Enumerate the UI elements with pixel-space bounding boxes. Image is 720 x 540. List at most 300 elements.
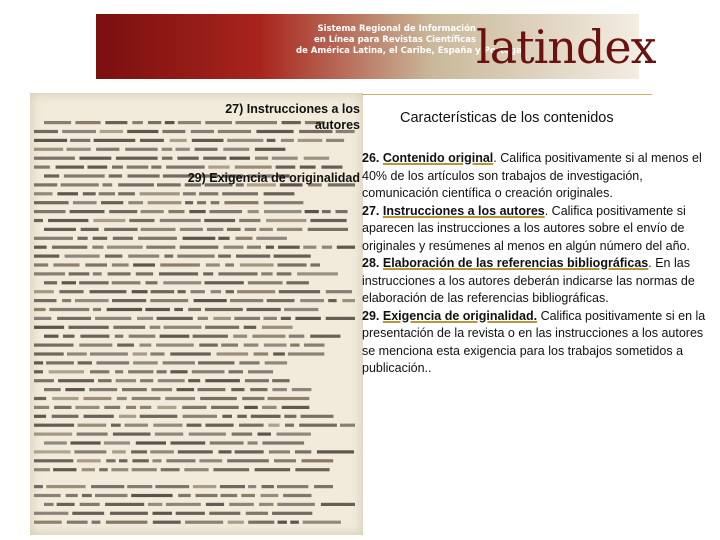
scan-text-fragment — [251, 415, 281, 418]
scan-text-fragment — [95, 317, 131, 320]
scan-text-fragment — [67, 352, 87, 355]
scan-text-fragment — [283, 494, 311, 497]
scan-text-fragment — [217, 352, 249, 355]
scan-text-fragment — [133, 263, 155, 266]
scan-text-fragment — [100, 130, 123, 133]
scan-text-fragment — [79, 281, 108, 284]
scan-text-fragment — [218, 237, 229, 240]
scan-text-fragment — [227, 139, 263, 142]
scan-text-fragment — [205, 424, 233, 427]
heading-divider — [362, 94, 652, 95]
scan-text-fragment — [34, 157, 75, 160]
scan-text-fragment — [310, 219, 346, 222]
scan-text-fragment — [245, 379, 269, 382]
scan-text-fragment — [264, 317, 277, 320]
scan-text-fragment — [94, 139, 136, 142]
scan-text-fragment — [276, 166, 296, 169]
scan-text-fragment — [227, 228, 241, 231]
scan-text-fragment — [34, 166, 50, 169]
scan-text-fragment — [164, 326, 202, 329]
scan-text-fragment — [136, 272, 153, 275]
scan-text-fragment — [310, 335, 340, 338]
scan-text-fragment — [223, 148, 249, 151]
scan-text-fragment — [125, 148, 157, 151]
scan-text-fragment — [78, 424, 107, 427]
scan-text-fragment — [229, 370, 244, 373]
scan-text-fragment — [234, 317, 260, 320]
scan-text-fragment — [282, 406, 310, 409]
scan-text-fragment — [133, 352, 147, 355]
scan-text-fragment — [145, 308, 170, 311]
scan-text-fragment — [250, 388, 267, 391]
scan-text-fragment — [229, 503, 254, 506]
banner-line-3: de América Latina, el Caribe, España y Portugal — [296, 46, 525, 56]
scan-text-fragment — [71, 441, 101, 444]
scan-text-fragment — [146, 246, 175, 249]
scan-text-fragment — [242, 397, 264, 400]
scan-text-fragment — [162, 130, 185, 133]
scan-text-fragment — [112, 166, 123, 169]
scan-text-fragment — [180, 246, 219, 249]
scan-text-fragment — [188, 308, 201, 311]
scan-text-fragment — [34, 397, 46, 400]
scan-text-fragment — [247, 246, 261, 249]
scan-text-fragment — [196, 494, 218, 497]
scan-text-fragment — [111, 468, 128, 471]
scan-text-fragment — [268, 424, 279, 427]
scan-text-fragment — [34, 246, 47, 249]
scan-text-fragment — [236, 255, 270, 258]
criterion-number: 26. — [362, 151, 380, 165]
scan-text-fragment — [230, 299, 263, 302]
scan-text-fragment — [77, 459, 101, 462]
scan-text-fragment — [77, 237, 87, 240]
scan-text-fragment — [193, 485, 216, 488]
scan-text-fragment — [72, 512, 104, 515]
scan-text-fragment — [140, 406, 151, 409]
scan-text-fragment — [177, 255, 214, 258]
scan-text-fragment — [112, 450, 126, 453]
scan-text-fragment — [273, 352, 285, 355]
scan-text-fragment — [34, 415, 46, 418]
scan-text-fragment — [168, 210, 184, 213]
scan-text-fragment — [53, 468, 76, 471]
criterion-number: 27. — [362, 203, 380, 218]
scan-text-fragment — [46, 361, 74, 364]
scan-text-fragment — [151, 290, 175, 293]
scan-text-fragment — [182, 406, 206, 409]
scan-text-fragment — [189, 210, 205, 213]
scan-text-fragment — [67, 148, 91, 151]
scan-text-fragment — [298, 139, 323, 142]
scan-text-fragment — [157, 406, 176, 409]
scan-text-fragment — [140, 344, 152, 347]
scan-text-fragment — [278, 263, 307, 266]
scan-text-fragment — [96, 148, 119, 151]
scan-text-fragment — [101, 201, 123, 204]
scan-text-fragment — [89, 388, 117, 391]
scan-text-fragment — [252, 335, 285, 338]
scan-text-fragment — [203, 157, 226, 160]
scan-text-fragment — [67, 521, 88, 524]
scan-text-fragment — [264, 210, 302, 213]
scan-text-fragment — [178, 450, 213, 453]
scan-text-fragment — [155, 433, 183, 436]
scanned-text-lines — [30, 93, 363, 535]
banner-line-1: Sistema Regional de Información — [317, 24, 476, 34]
scan-text-fragment — [131, 450, 147, 453]
scan-text-fragment — [314, 485, 333, 488]
scan-text-fragment — [176, 512, 205, 515]
scan-text-fragment — [268, 397, 310, 400]
scan-text-fragment — [160, 263, 200, 266]
scan-text-fragment — [113, 326, 145, 329]
criteria-list — [362, 150, 712, 378]
scan-text-fragment — [111, 424, 121, 427]
scan-text-fragment — [295, 468, 329, 471]
scan-text-fragment — [232, 433, 253, 436]
scan-text-fragment — [160, 219, 201, 222]
scan-text-fragment — [59, 290, 83, 293]
criterion-item — [362, 150, 712, 203]
scan-text-fragment — [170, 139, 187, 142]
scan-text-fragment — [62, 299, 71, 302]
scan-text-fragment — [49, 308, 89, 311]
scan-text-fragment — [198, 388, 226, 391]
scan-text-fragment — [192, 370, 225, 373]
scan-text-fragment — [267, 139, 276, 142]
scan-text-fragment — [49, 370, 84, 373]
scanned-document-image — [30, 93, 363, 535]
scan-text-fragment — [297, 272, 338, 275]
scan-text-fragment — [265, 361, 287, 364]
scan-text-fragment — [128, 370, 153, 373]
scan-text-fragment — [235, 450, 264, 453]
scan-text-fragment — [85, 263, 107, 266]
scan-text-fragment — [34, 494, 61, 497]
scan-text-fragment — [221, 344, 238, 347]
scan-text-fragment — [34, 255, 59, 258]
criterion-text: . Califica positivamente si aparecen las instrucciones a los autores sobre el envío de originales y resúmenes al menos en algún número del año. — [362, 203, 690, 253]
scan-text-fragment — [218, 272, 257, 275]
scan-text-fragment — [178, 121, 201, 124]
scan-text-fragment — [136, 441, 166, 444]
scan-text-fragment — [34, 352, 64, 355]
scan-text-fragment — [199, 459, 222, 462]
scan-text-fragment — [140, 379, 153, 382]
scan-text-fragment — [98, 379, 112, 382]
scan-text-fragment — [244, 344, 259, 347]
scan-text-fragment — [189, 433, 226, 436]
scan-text-fragment — [34, 308, 46, 311]
scan-text-fragment — [66, 494, 78, 497]
scan-text-fragment — [93, 272, 102, 275]
scan-text-fragment — [163, 361, 195, 364]
scan-text-fragment — [58, 379, 94, 382]
scan-text-fragment — [290, 344, 299, 347]
scan-text-fragment — [69, 272, 90, 275]
scan-text-fragment — [116, 379, 136, 382]
scan-text-fragment — [336, 210, 348, 213]
scan-text-fragment — [96, 361, 129, 364]
scan-text-fragment — [56, 166, 84, 169]
scan-text-fragment — [248, 485, 256, 488]
scan-text-fragment — [92, 521, 101, 524]
scan-text-fragment — [112, 299, 146, 302]
scan-text-fragment — [187, 424, 202, 427]
scan-text-fragment — [235, 166, 272, 169]
scan-text-fragment — [284, 308, 318, 311]
scan-text-fragment — [119, 415, 136, 418]
scan-text-fragment — [194, 299, 227, 302]
criterion-number: 28. — [362, 256, 380, 270]
scan-text-fragment — [133, 361, 158, 364]
scan-text-fragment — [274, 459, 296, 462]
scan-text-fragment — [254, 352, 269, 355]
scan-text-fragment — [259, 228, 273, 231]
scan-text-fragment — [220, 485, 245, 488]
scan-text-fragment — [34, 148, 63, 151]
scan-text-fragment — [204, 219, 235, 222]
scan-text-fragment — [285, 424, 294, 427]
scan-text-fragment — [34, 485, 43, 488]
scan-text-fragment — [305, 210, 319, 213]
scan-text-fragment — [138, 237, 177, 240]
scan-text-fragment — [69, 326, 109, 329]
scan-text-fragment — [308, 228, 348, 231]
scan-text-fragment — [261, 494, 279, 497]
scan-text-fragment — [226, 290, 234, 293]
scan-text-fragment — [340, 424, 355, 427]
scan-text-fragment — [267, 299, 295, 302]
scan-text-fragment — [281, 139, 294, 142]
scan-text-fragment — [207, 228, 224, 231]
scan-text-fragment — [197, 201, 206, 204]
scan-text-fragment — [105, 121, 127, 124]
scan-text-fragment — [224, 201, 258, 204]
scan-text-fragment — [34, 424, 74, 427]
scan-text-fragment — [262, 326, 293, 329]
scan-text-fragment — [203, 272, 213, 275]
scan-text-fragment — [205, 281, 244, 284]
scan-text-fragment — [205, 379, 240, 382]
scan-text-fragment — [141, 210, 164, 213]
scan-text-fragment — [286, 281, 309, 284]
scan-text-fragment — [128, 255, 159, 258]
scan-text-fragment — [52, 397, 78, 400]
scan-text-fragment — [166, 459, 195, 462]
scan-text-fragment — [278, 521, 287, 524]
scan-text-fragment — [177, 388, 195, 391]
scan-text-fragment — [219, 450, 232, 453]
criterion-term: Instrucciones a los autores — [382, 203, 545, 218]
scan-text-fragment — [277, 228, 302, 231]
scan-text-fragment — [281, 317, 291, 320]
scan-text-fragment — [150, 450, 174, 453]
scan-text-fragment — [262, 485, 274, 488]
scan-text-fragment — [231, 388, 244, 391]
scan-text-fragment — [75, 299, 109, 302]
scan-text-fragment — [127, 485, 152, 488]
scan-text-fragment — [151, 166, 161, 169]
scan-text-fragment — [221, 494, 238, 497]
scan-text-fragment — [140, 192, 180, 195]
scan-text-fragment — [53, 263, 79, 266]
scan-text-fragment — [112, 281, 141, 284]
criterion-term: Contenido original — [382, 151, 494, 165]
scan-text-fragment — [52, 246, 87, 249]
scan-text-fragment — [44, 228, 76, 231]
scan-text-fragment — [106, 459, 115, 462]
scan-text-fragment — [64, 174, 105, 177]
scan-text-fragment — [156, 344, 194, 347]
scan-text-fragment — [222, 192, 258, 195]
scan-text-fragment — [70, 210, 105, 213]
scan-text-fragment — [255, 157, 268, 160]
scan-text-fragment — [199, 344, 218, 347]
scan-text-fragment — [224, 246, 244, 249]
scan-text-fragment — [165, 397, 195, 400]
scan-text-fragment — [83, 192, 96, 195]
scan-text-fragment — [210, 441, 244, 444]
scan-text-fragment — [80, 503, 100, 506]
scan-text-fragment — [184, 468, 208, 471]
scan-text-fragment — [321, 503, 355, 506]
scan-text-fragment — [84, 397, 112, 400]
scan-text-fragment — [99, 192, 115, 195]
scan-text-fragment — [284, 415, 296, 418]
scan-text-fragment — [44, 503, 54, 506]
scan-text-fragment — [140, 139, 164, 142]
scan-text-fragment — [195, 148, 218, 151]
scan-text-fragment — [192, 139, 224, 142]
scan-text-fragment — [108, 272, 131, 275]
scan-text-fragment — [109, 210, 137, 213]
scan-text-fragment — [326, 139, 344, 142]
scan-text-fragment — [272, 157, 298, 160]
scan-text-fragment — [218, 255, 231, 258]
scan-text-fragment — [116, 157, 158, 160]
scan-text-fragment — [34, 317, 51, 320]
latindex-logo: latindex — [476, 20, 656, 74]
scan-text-fragment — [70, 139, 90, 142]
scan-text-fragment — [239, 219, 260, 222]
scan-text-fragment — [277, 485, 308, 488]
scan-text-fragment — [122, 388, 147, 391]
scan-text-fragment — [198, 361, 234, 364]
scan-text-fragment — [137, 317, 153, 320]
scan-text-fragment — [171, 441, 206, 444]
scan-text-fragment — [104, 406, 120, 409]
scan-text-fragment — [239, 361, 259, 364]
scan-text-fragment — [198, 317, 208, 320]
scan-text-fragment — [153, 512, 173, 515]
scan-text-fragment — [84, 415, 114, 418]
scan-text-fragment — [115, 335, 124, 338]
scan-text-fragment — [34, 433, 72, 436]
scan-text-fragment — [310, 263, 320, 266]
scan-text-fragment — [79, 344, 112, 347]
scan-text-fragment — [151, 388, 172, 391]
scan-text-fragment — [326, 317, 355, 320]
scan-text-fragment — [295, 450, 311, 453]
scan-text-fragment — [264, 201, 304, 204]
banner-text — [296, 24, 525, 57]
scan-text-fragment — [57, 503, 75, 506]
scan-text-fragment — [248, 370, 273, 373]
scan-text-fragment — [63, 335, 75, 338]
scan-text-fragment — [34, 272, 65, 275]
scan-text-fragment — [303, 521, 341, 524]
scan-text-fragment — [337, 246, 355, 249]
criterion-term: Exigencia de originalidad. — [382, 308, 538, 323]
scan-text-fragment — [141, 228, 176, 231]
scan-text-fragment — [303, 246, 316, 249]
scan-text-fragment — [241, 494, 255, 497]
scan-text-fragment — [34, 219, 43, 222]
scan-text-fragment — [148, 201, 182, 204]
scan-text-fragment — [79, 157, 111, 160]
scan-text-fragment — [159, 272, 198, 275]
scan-text-fragment — [295, 317, 321, 320]
scan-text-fragment — [193, 335, 228, 338]
scan-text-fragment — [301, 415, 334, 418]
scan-text-fragment — [129, 219, 154, 222]
scan-text-fragment — [34, 183, 57, 186]
scan-text-fragment — [262, 406, 277, 409]
scan-text-fragment — [34, 263, 48, 266]
scan-text-fragment — [113, 433, 151, 436]
scan-text-fragment — [148, 121, 161, 124]
scan-text-fragment — [109, 174, 122, 177]
scan-text-fragment — [258, 433, 272, 436]
scan-text-fragment — [34, 201, 69, 204]
scan-text-fragment — [174, 308, 183, 311]
scan-text-fragment — [277, 272, 292, 275]
scan-text-fragment — [230, 157, 251, 160]
label-originalidad: 29) Exigencia de originalidad — [187, 171, 360, 185]
scan-text-fragment — [225, 263, 234, 266]
scan-text-fragment — [239, 424, 264, 427]
scan-text-fragment — [178, 290, 186, 293]
scan-text-fragment — [185, 521, 223, 524]
scan-text-fragment — [299, 424, 337, 427]
scan-text-fragment — [200, 397, 237, 400]
scan-text-fragment — [150, 299, 188, 302]
scan-text-fragment — [34, 210, 66, 213]
scan-text-fragment — [107, 246, 143, 249]
scan-text-fragment — [244, 406, 258, 409]
scan-text-fragment — [46, 485, 85, 488]
scan-text-fragment — [255, 148, 286, 151]
scan-text-fragment — [164, 255, 173, 258]
latindex-banner — [96, 14, 656, 79]
scan-text-fragment — [117, 344, 134, 347]
scan-text-fragment — [106, 521, 147, 524]
scan-text-fragment — [93, 237, 108, 240]
scan-text-fragment — [317, 450, 354, 453]
scan-text-fragment — [211, 290, 221, 293]
scan-text-fragment — [292, 388, 312, 391]
scan-text-fragment — [256, 237, 287, 240]
criterion-text: . En las instrucciones a los autores deberán indicarse las normas de elaboración de las referencias bibliográficas. — [362, 256, 695, 305]
scan-text-fragment — [170, 352, 211, 355]
scan-text-fragment — [153, 424, 182, 427]
scan-text-fragment — [132, 290, 148, 293]
banner-line-2: en Línea para Revistas Científicas — [313, 35, 476, 45]
scan-text-fragment — [44, 281, 57, 284]
scan-text-fragment — [166, 166, 205, 169]
